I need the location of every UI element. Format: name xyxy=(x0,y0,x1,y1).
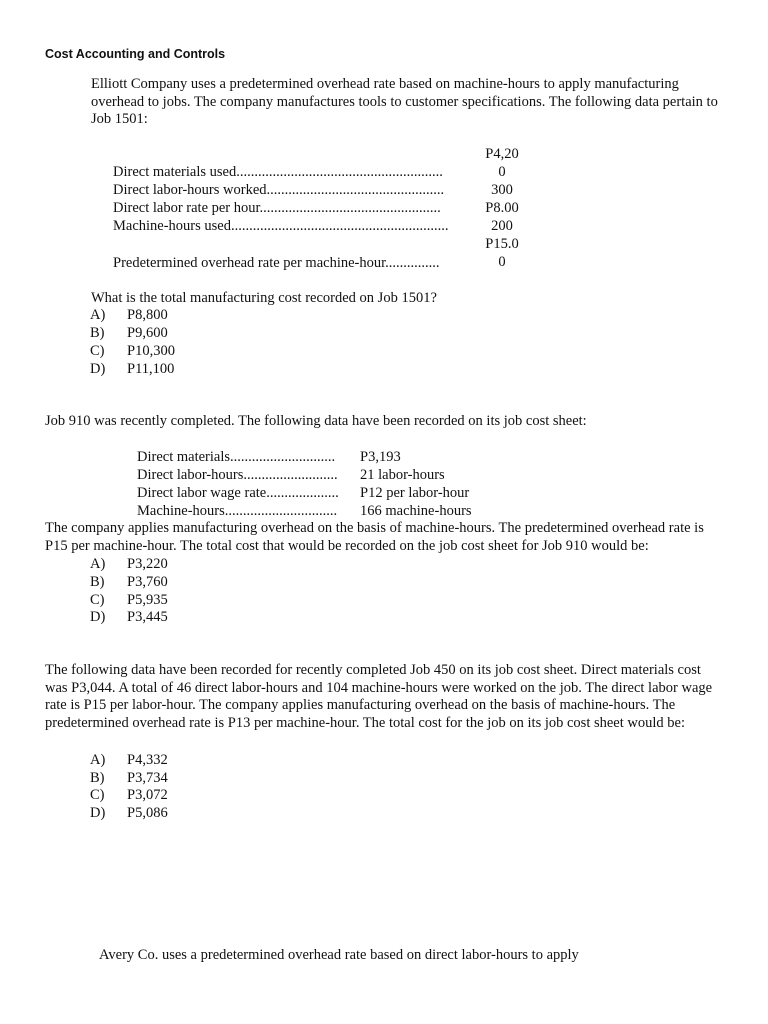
q2-row-value: P12 per labor-hour xyxy=(360,485,470,501)
q1-row-value: P4,20 0 xyxy=(485,146,519,180)
answer-choice[interactable]: D) P5,086 xyxy=(90,805,168,821)
q1-row-value: P15.0 0 xyxy=(485,236,519,270)
q2-intro: Job 910 was recently completed. The following data have been recorded on its job cost sheet: xyxy=(45,413,587,429)
q1-row-label: Machine-hours used............................................................ xyxy=(113,218,449,234)
q1-row-value: 300 xyxy=(491,182,513,198)
answer-choice[interactable]: A) P4,332 xyxy=(90,752,168,768)
answer-choice[interactable]: D) P11,100 xyxy=(90,361,175,377)
page-header: Cost Accounting and Controls xyxy=(45,47,226,61)
q1-intro: Elliott Company uses a predetermined overhead rate based on machine-hours to apply manufacturing overhead to jobs. The company manufactures tools to customer specifications. The following data pertain to Job 1501: xyxy=(91,76,718,127)
answer-choice[interactable]: C) P5,935 xyxy=(90,592,168,608)
answer-choice[interactable]: A) P8,800 xyxy=(90,307,168,323)
q1-row-label: Direct labor-hours worked................................................. xyxy=(113,182,445,198)
answer-choice[interactable]: C) P3,072 xyxy=(90,787,168,803)
q2-row-value: P3,193 xyxy=(360,449,401,465)
q4-intro: Avery Co. uses a predetermined overhead rate based on direct labor-hours to apply xyxy=(99,947,579,963)
q3-question: The following data have been recorded for recently completed Job 450 on its job cost sheet. Direct materials cost was P3,044. A total of 46 direct labor-hours and 104 machine-hours were worked on the job. The direct labor wage rate is P15 per labor-hour. The company applies manufacturing overhead on the basis of machine-hours. The predetermined overhead rate is P13 per machine-hour. The total cost for the job on its job cost sheet would be: xyxy=(45,662,713,731)
q2-row-label: Direct materials............................. xyxy=(137,449,336,465)
answer-choice[interactable]: A) P3,220 xyxy=(90,556,168,572)
q2-row-label: Direct labor wage rate.................... xyxy=(137,485,339,501)
q2-row-value: 21 labor-hours xyxy=(360,467,445,483)
q1-row-label: Direct labor rate per hour.................................................. xyxy=(113,200,441,216)
q2-question: The company applies manufacturing overhead on the basis of machine-hours. The predetermined overhead rate is P15 per machine-hour. The total cost that would be recorded on the job cost sheet for Job 910 would be: xyxy=(45,520,704,554)
q1-row-label: Predetermined overhead rate per machine-hour............... xyxy=(113,255,440,271)
q2-row-label: Direct labor-hours.......................... xyxy=(137,467,338,483)
answer-choice[interactable]: D) P3,445 xyxy=(90,609,168,625)
q2-row-value: 166 machine-hours xyxy=(360,503,472,519)
q2-row-label: Machine-hours............................... xyxy=(137,503,338,519)
answer-choice[interactable]: C) P10,300 xyxy=(90,343,175,359)
q1-row-label: Direct materials used......................................................... xyxy=(113,164,443,180)
q1-row-value: P8.00 xyxy=(485,200,519,216)
q1-row-value: 200 xyxy=(491,218,513,234)
q1-question: What is the total manufacturing cost recorded on Job 1501? xyxy=(91,290,437,306)
answer-choice[interactable]: B) P3,760 xyxy=(90,574,168,590)
answer-choice[interactable]: B) P9,600 xyxy=(90,325,168,341)
answer-choice[interactable]: B) P3,734 xyxy=(90,770,168,786)
